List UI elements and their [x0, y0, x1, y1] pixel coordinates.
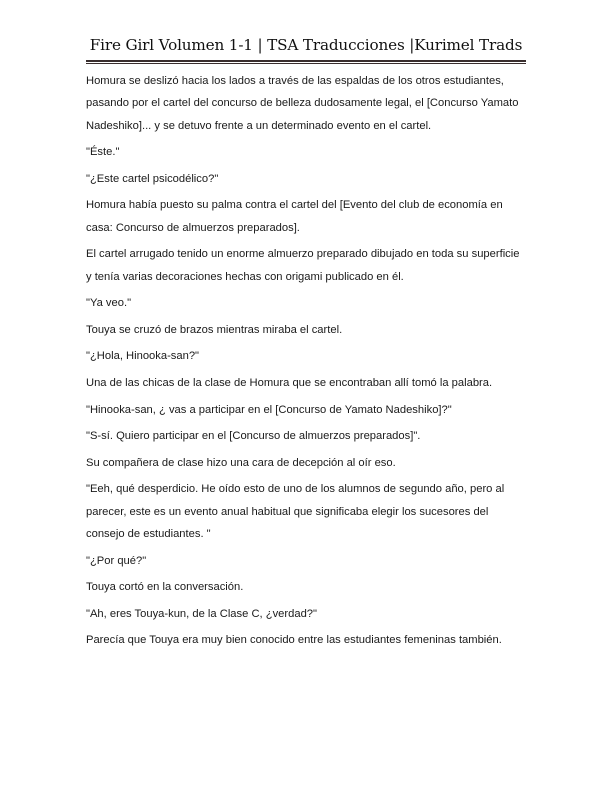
paragraph: Una de las chicas de la clase de Homura que se encontraban allí tomó la palabra.	[86, 376, 493, 389]
paragraph: Homura se deslizó hacia los lados a través de las espaldas de los otros estudiantes, pasando por el cartel del concurso de belleza dudosamente legal, el [Concurso Yamato Nadeshiko]... y se detuvo frente a un determinado evento en el cartel.	[86, 75, 519, 132]
paragraph: "Hinooka-san, ¿ vas a participar en el [Concurso de Yamato Nadeshiko]?"	[86, 403, 452, 416]
paragraph: "¿Este cartel psicodélico?"	[86, 172, 219, 185]
header-rule-thick	[86, 60, 526, 62]
paragraph: Touya se cruzó de brazos mientras miraba el cartel.	[86, 323, 343, 336]
paragraph: Su compañera de clase hizo una cara de decepción al oír eso.	[86, 456, 396, 469]
paragraph: Homura había puesto su palma contra el cartel del [Evento del club de economía en casa: Concurso de almuerzos preparados].	[86, 199, 503, 234]
body-text	[86, 70, 526, 656]
paragraph: "Eeh, qué desperdicio. He oído esto de uno de los alumnos de segundo año, pero al parecer, este es un evento anual habitual que significaba elegir los sucesores del consejo de estudiantes. "	[86, 483, 505, 540]
paragraph: "Ah, eres Touya-kun, de la Clase C, ¿verdad?"	[86, 607, 317, 620]
header-rule-thin	[86, 63, 526, 64]
paragraph: El cartel arrugado tenido un enorme almuerzo preparado dibujado en toda su superficie y tenía varias decoraciones hechas con origami publicado en él.	[86, 248, 520, 283]
paragraph: Touya cortó en la conversación.	[86, 581, 244, 594]
paragraph: Parecía que Touya era muy bien conocido entre las estudiantes femeninas también.	[86, 634, 502, 647]
paragraph: "S-sí. Quiero participar en el [Concurso de almuerzos preparados]".	[86, 430, 421, 443]
paragraph: "Ya veo."	[86, 297, 132, 310]
paragraph: "¿Hola, Hinooka-san?"	[86, 350, 200, 363]
page-header-title: Fire Girl Volumen 1-1 | TSA Traducciones |Kurimel Trads	[89, 36, 523, 54]
paragraph: "Éste."	[86, 146, 120, 159]
paragraph: "¿Por qué?"	[86, 554, 147, 567]
